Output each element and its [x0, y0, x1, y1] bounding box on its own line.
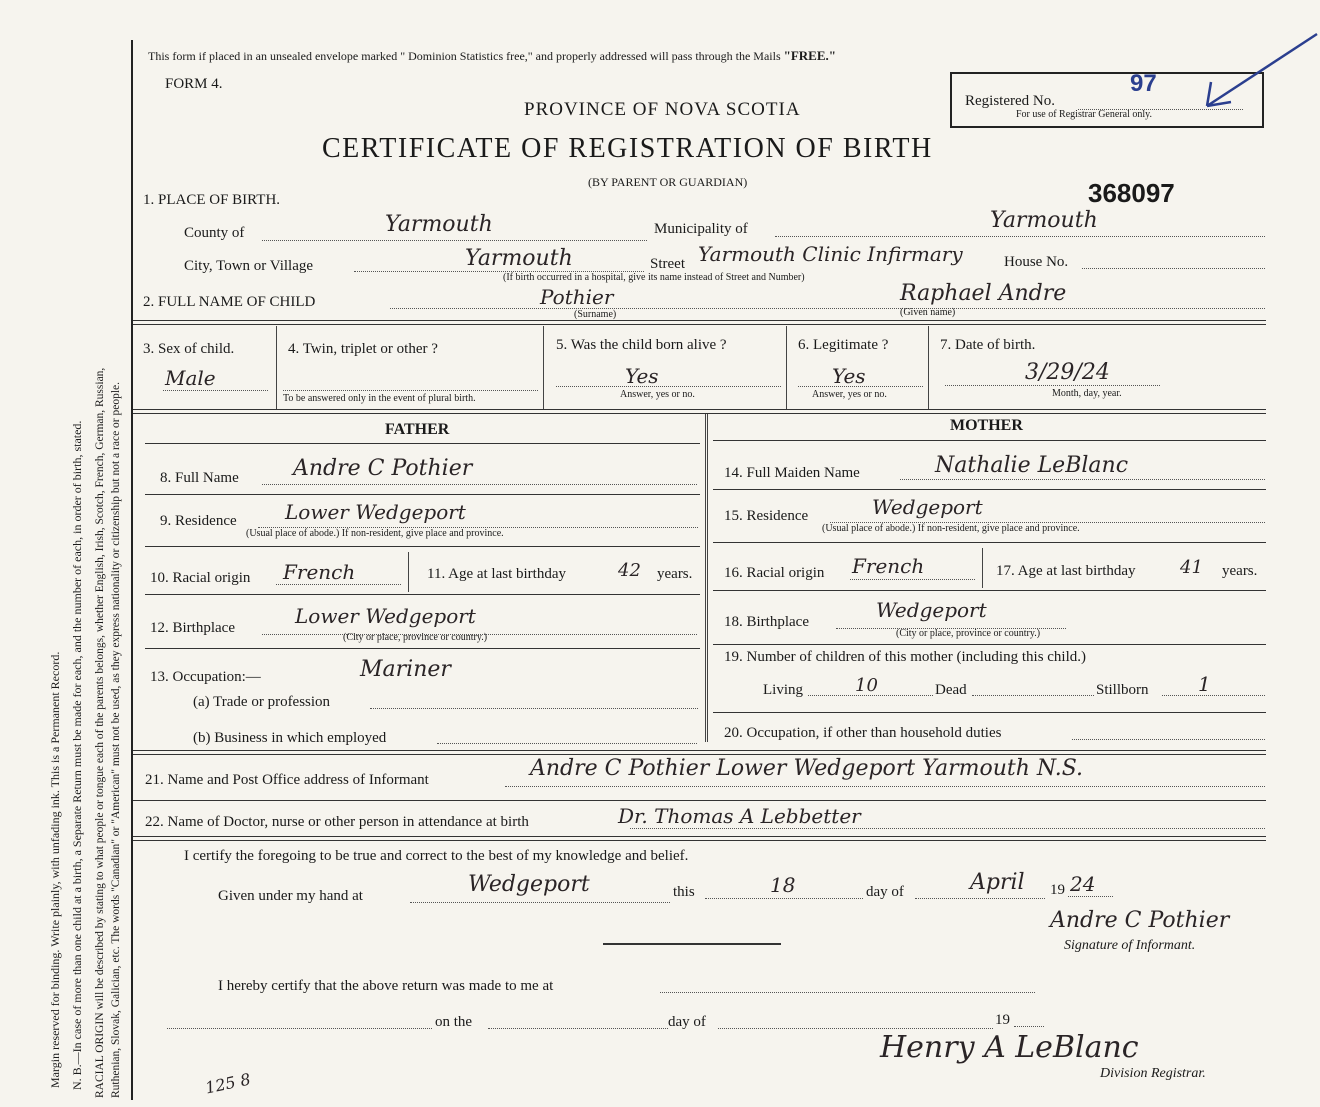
mother-age-label: 17. Age at last birthday: [996, 563, 1136, 579]
father-birthplace-label: 12. Birthplace: [150, 620, 235, 636]
hospital-note: (If birth occurred in a hospital, give its name instead of Street and Number): [503, 272, 805, 283]
check-mark-icon: [1195, 30, 1320, 110]
father-residence-label: 9. Residence: [160, 513, 237, 529]
twin-note: To be answered only in the event of plural birth.: [283, 393, 476, 404]
father-occupation-value: Mariner: [360, 657, 451, 682]
county-value: Yarmouth: [385, 212, 493, 237]
father-racial-origin-value: French: [283, 560, 356, 584]
mother-children-label: 19. Number of children of this mother (including this child.): [724, 649, 1087, 665]
mother-residence-value: Wedgeport: [872, 495, 983, 519]
mother-birthplace-note: (City or place, province or country.): [896, 628, 1041, 639]
living-label: Living: [763, 682, 803, 698]
street-value: Yarmouth Clinic Infirmary: [698, 242, 963, 266]
year-value: 24: [1070, 872, 1096, 896]
mother-name-label: 14. Full Maiden Name: [724, 465, 860, 481]
father-trade-label: (a) Trade or profession: [193, 694, 331, 710]
municipality-value: Yarmouth: [990, 208, 1098, 233]
registrar-signature: Henry A LeBlanc: [880, 1030, 1139, 1065]
dead-label: Dead: [935, 682, 967, 698]
corner-note: 125 8: [203, 1069, 253, 1098]
father-business-label: (b) Business in which employed: [193, 730, 387, 746]
registrar-year-prefix: 19: [995, 1012, 1010, 1028]
year-prefix: 19: [1050, 882, 1065, 898]
postal-note: This form if placed in an unsealed envelope marked " Dominion Statistics free," and properly addressed will pass through the Mails "FREE.": [148, 48, 836, 63]
day-of-label: day of: [866, 884, 904, 900]
father-birthplace-note: (City or place, province or country.): [343, 632, 488, 643]
margin-plural-birth-note: N. B.—In case of more than one child at a birth, a Separate Return must be made for each, and the number of each, in order of birth, stated.: [70, 420, 84, 1090]
father-birthplace-value: Lower Wedgeport: [295, 604, 476, 628]
mother-racial-origin-value: French: [852, 554, 925, 578]
date-of-birth-label: 7. Date of birth.: [940, 337, 1036, 353]
mother-birthplace-value: Wedgeport: [876, 598, 987, 622]
county-label: County of: [184, 225, 245, 241]
mother-name-value: Nathalie LeBlanc: [935, 453, 1129, 478]
father-occupation-label: 13. Occupation:—: [150, 669, 261, 685]
registered-number-value: 97: [1130, 70, 1157, 97]
father-heading: FATHER: [385, 421, 450, 438]
mother-racial-origin-label: 16. Racial origin: [724, 565, 825, 581]
mother-age-value: 41: [1180, 557, 1203, 578]
registrar-statement: I hereby certify that the above return was made to me at: [218, 978, 554, 994]
child-name-label: 2. FULL NAME OF CHILD: [143, 294, 316, 310]
month-value: April: [970, 870, 1025, 895]
form-number: FORM 4.: [165, 76, 223, 92]
legitimate-label: 6. Legitimate ?: [798, 337, 889, 353]
house-number-label: House No.: [1004, 254, 1069, 270]
child-given-name-value: Raphael Andre: [900, 281, 1067, 306]
registrar-on-the-label: on the: [435, 1014, 473, 1030]
alive-note: Answer, yes or no.: [620, 389, 695, 400]
father-age-label: 11. Age at last birthday: [427, 566, 566, 582]
margin-racial-origin-note: RACIAL ORIGIN will be described by stating to what people or tongue each of the parents belongs, whether English, Irish, Scotch, French, German, Russian,: [94, 367, 106, 1098]
doctor-value: Dr. Thomas A Lebbetter: [618, 804, 861, 828]
page-subtitle: (BY PARENT OR GUARDIAN): [588, 175, 748, 189]
registrar-general-note: For use of Registrar General only.: [1016, 109, 1152, 120]
father-name-label: 8. Full Name: [160, 470, 239, 486]
street-label: Street: [650, 256, 685, 272]
child-surname-value: Pothier: [540, 285, 614, 309]
informant-value: Andre C Pothier Lower Wedgeport Yarmouth N.S.: [530, 756, 1083, 781]
given-name-note: (Given name): [900, 307, 956, 318]
margin-binding-note: Margin reserved for binding. Write plainly, with unfading ink. This is a Permanent Record.: [48, 651, 62, 1088]
day-value: 18: [770, 873, 796, 897]
father-name-value: Andre C Pothier: [293, 456, 473, 481]
city-label: City, Town or Village: [184, 258, 314, 274]
given-place-value: Wedgeport: [468, 872, 590, 897]
father-years-label: years.: [657, 566, 693, 582]
mother-residence-label: 15. Residence: [724, 508, 809, 524]
province-heading: PROVINCE OF NOVA SCOTIA: [524, 99, 801, 120]
father-age-value: 42: [618, 560, 641, 581]
sex-label: 3. Sex of child.: [143, 341, 235, 357]
father-racial-origin-label: 10. Racial origin: [150, 570, 251, 586]
legitimate-value: Yes: [832, 364, 866, 388]
stillborn-label: Stillborn: [1096, 682, 1149, 698]
father-residence-note: (Usual place of abode.) If non-resident, give place and province.: [246, 528, 504, 539]
father-residence-value: Lower Wedgeport: [285, 500, 466, 524]
signature-informant-label: Signature of Informant.: [1064, 938, 1196, 953]
mother-occupation-label: 20. Occupation, if other than household duties: [724, 725, 1002, 741]
page-title: CERTIFICATE OF REGISTRATION OF BIRTH: [322, 133, 933, 164]
mother-heading: MOTHER: [950, 417, 1023, 434]
living-value: 10: [855, 675, 878, 696]
municipality-label: Municipality of: [654, 221, 748, 237]
margin-racial-origin-note-2: Ruthenian, Slovak, Galician, etc. The words "Canadian" or "American" must not be used, as they express nationality or citizenship but not a race or people.: [110, 381, 122, 1098]
mother-birthplace-label: 18. Birthplace: [724, 614, 809, 630]
alive-value: Yes: [625, 364, 659, 388]
place-of-birth-heading: 1. PLACE OF BIRTH.: [143, 192, 281, 208]
certify-statement: I certify the foregoing to be true and correct to the best of my knowledge and belief.: [184, 848, 689, 864]
legitimate-note: Answer, yes or no.: [812, 389, 887, 400]
registrar-day-of-label: day of: [668, 1014, 706, 1030]
date-of-birth-value: 3/29/24: [1025, 360, 1110, 385]
informant-label: 21. Name and Post Office address of Informant: [145, 772, 429, 788]
sex-value: Male: [165, 366, 216, 390]
certificate-number: 368097: [1088, 178, 1175, 208]
stillborn-value: 1: [1198, 672, 1211, 696]
date-of-birth-note: Month, day, year.: [1052, 388, 1122, 399]
this-label: this: [673, 884, 695, 900]
alive-label: 5. Was the child born alive ?: [556, 337, 727, 353]
doctor-label: 22. Name of Doctor, nurse or other person in attendance at birth: [145, 814, 529, 830]
division-registrar-label: Division Registrar.: [1100, 1066, 1206, 1081]
mother-residence-note: (Usual place of abode.) If non-resident, give place and province.: [822, 523, 1080, 534]
mother-years-label: years.: [1222, 563, 1258, 579]
informant-signature: Andre C Pothier: [1050, 908, 1230, 933]
city-value: Yarmouth: [465, 246, 573, 271]
twin-label: 4. Twin, triplet or other ?: [288, 341, 438, 357]
registered-number-label: Registered No.: [965, 93, 1055, 109]
surname-note: (Surname): [574, 309, 617, 320]
given-under-label: Given under my hand at: [218, 888, 363, 904]
